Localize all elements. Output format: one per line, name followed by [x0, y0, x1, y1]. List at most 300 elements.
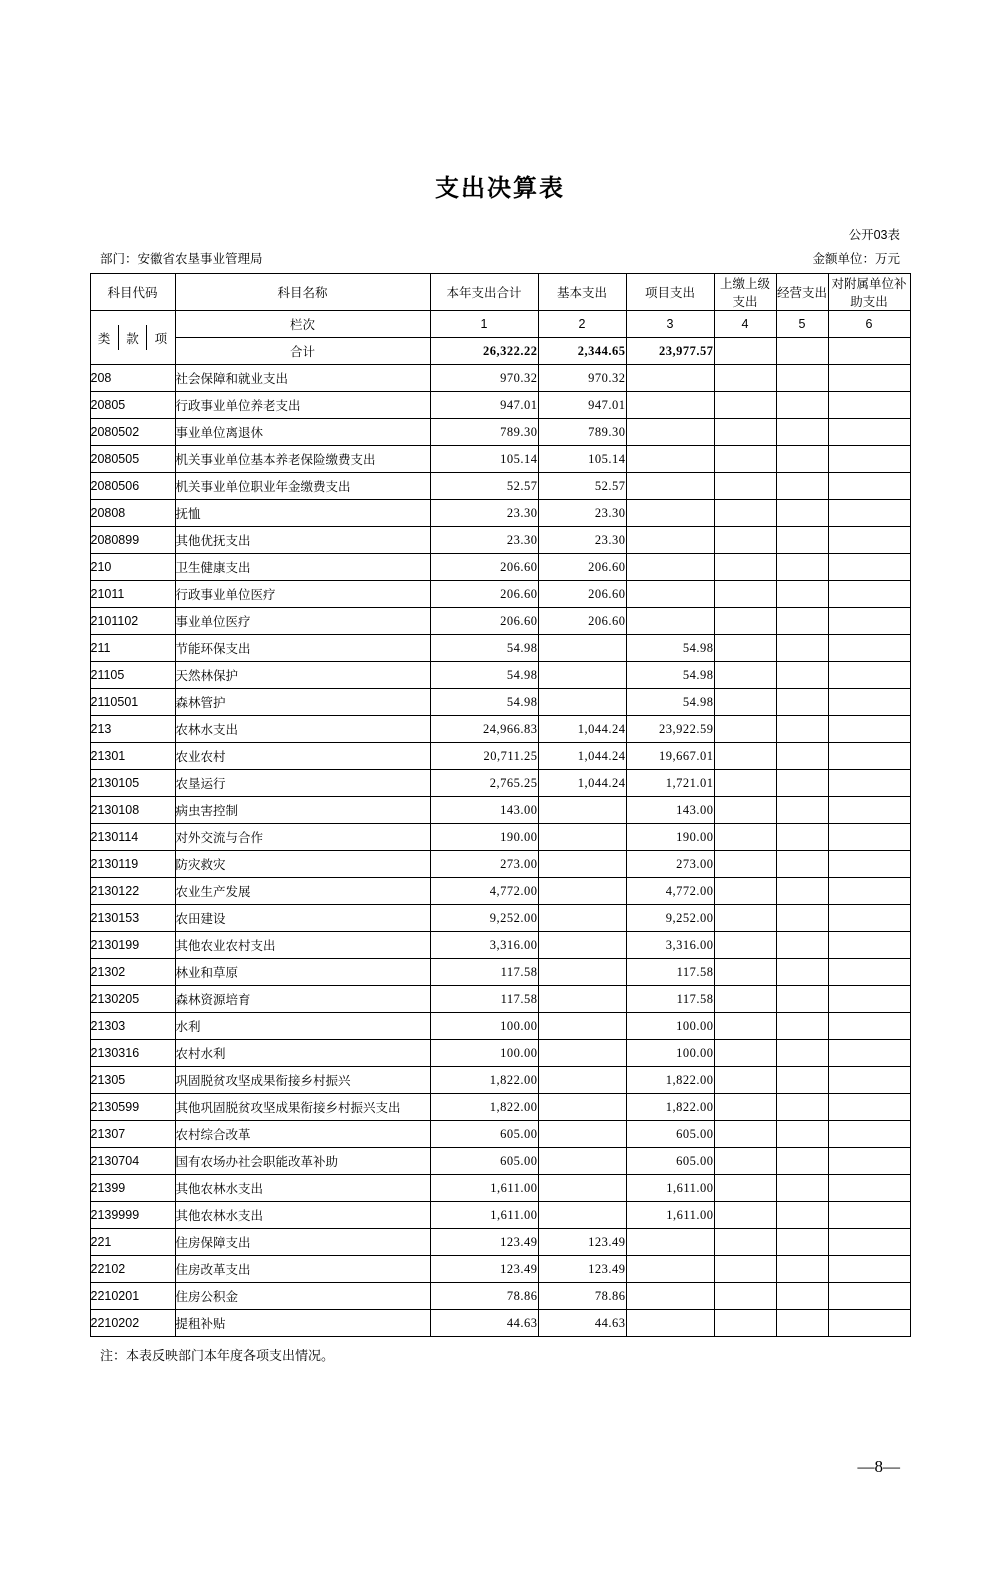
row-total: 4,772.00	[430, 878, 538, 905]
header-code-group: 科目代码	[90, 274, 175, 311]
row-code: 2080899	[90, 527, 175, 554]
row-total: 2,765.25	[430, 770, 538, 797]
row-subsidy	[828, 1040, 910, 1067]
row-basic	[538, 1148, 626, 1175]
row-name: 水利	[175, 1013, 430, 1040]
row-project	[626, 473, 714, 500]
row-basic	[538, 905, 626, 932]
row-project: 1,611.00	[626, 1175, 714, 1202]
row-code: 21302	[90, 959, 175, 986]
row-code: 2080502	[90, 419, 175, 446]
row-basic	[538, 959, 626, 986]
row-upper	[714, 1202, 776, 1229]
row-operating	[776, 1229, 828, 1256]
row-code: 2210201	[90, 1283, 175, 1310]
row-total: 1,611.00	[430, 1202, 538, 1229]
row-project: 3,316.00	[626, 932, 714, 959]
row-upper	[714, 1310, 776, 1337]
total-value-operating	[776, 338, 828, 365]
row-total: 605.00	[430, 1148, 538, 1175]
row-subsidy	[828, 446, 910, 473]
row-basic: 44.63	[538, 1310, 626, 1337]
row-basic	[538, 635, 626, 662]
row-project: 23,922.59	[626, 716, 714, 743]
row-code: 2130105	[90, 770, 175, 797]
row-operating	[776, 554, 828, 581]
row-total: 105.14	[430, 446, 538, 473]
row-name: 农垦运行	[175, 770, 430, 797]
total-value-subsidy	[828, 338, 910, 365]
row-total: 605.00	[430, 1121, 538, 1148]
row-basic: 105.14	[538, 446, 626, 473]
row-basic	[538, 986, 626, 1013]
header-subject-name: 科目名称	[175, 274, 430, 311]
table-row	[90, 878, 910, 905]
table-row	[90, 1175, 910, 1202]
row-operating	[776, 878, 828, 905]
row-name: 社会保障和就业支出	[175, 365, 430, 392]
row-subsidy	[828, 500, 910, 527]
row-upper	[714, 554, 776, 581]
row-name: 节能环保支出	[175, 635, 430, 662]
row-basic	[538, 878, 626, 905]
row-name: 抚恤	[175, 500, 430, 527]
row-upper	[714, 446, 776, 473]
row-upper	[714, 770, 776, 797]
table-row	[90, 959, 910, 986]
row-upper	[714, 365, 776, 392]
row-upper	[714, 878, 776, 905]
row-operating	[776, 1040, 828, 1067]
table-row	[90, 1013, 910, 1040]
header-num-4: 4	[714, 311, 776, 338]
row-upper	[714, 473, 776, 500]
table-row	[90, 932, 910, 959]
row-subsidy	[828, 905, 910, 932]
row-name: 其他农林水支出	[175, 1175, 430, 1202]
row-total: 273.00	[430, 851, 538, 878]
row-total: 44.63	[430, 1310, 538, 1337]
row-name: 病虫害控制	[175, 797, 430, 824]
header-col-upper: 上缴上级支出	[714, 274, 776, 311]
header-code-xiang: 项	[147, 325, 175, 350]
row-upper	[714, 797, 776, 824]
row-total: 54.98	[430, 689, 538, 716]
row-subsidy	[828, 662, 910, 689]
row-operating	[776, 716, 828, 743]
table-row	[90, 473, 910, 500]
row-basic: 206.60	[538, 581, 626, 608]
table-row	[90, 419, 910, 446]
row-project	[626, 1256, 714, 1283]
page-number: —8—	[857, 1457, 900, 1476]
form-code-label: 公开03表	[848, 228, 900, 242]
row-subsidy	[828, 1202, 910, 1229]
table-row	[90, 581, 910, 608]
row-basic: 206.60	[538, 608, 626, 635]
row-subsidy	[828, 1121, 910, 1148]
row-upper	[714, 1040, 776, 1067]
row-operating	[776, 662, 828, 689]
row-subsidy	[828, 419, 910, 446]
row-operating	[776, 473, 828, 500]
table-row	[90, 1121, 910, 1148]
row-project	[626, 446, 714, 473]
header-col-total: 本年支出合计	[430, 274, 538, 311]
expenditure-table	[90, 273, 911, 1337]
row-name: 农村综合改革	[175, 1121, 430, 1148]
row-total: 117.58	[430, 959, 538, 986]
row-upper	[714, 1256, 776, 1283]
header-num-1: 1	[430, 311, 538, 338]
row-name: 农业生产发展	[175, 878, 430, 905]
row-upper	[714, 743, 776, 770]
row-subsidy	[828, 743, 910, 770]
row-basic	[538, 1094, 626, 1121]
row-operating	[776, 689, 828, 716]
row-subsidy	[828, 1283, 910, 1310]
table-row	[90, 905, 910, 932]
table-row	[90, 608, 910, 635]
row-project: 100.00	[626, 1013, 714, 1040]
row-total: 1,822.00	[430, 1067, 538, 1094]
header-col-subsidy: 对附属单位补助支出	[828, 274, 910, 311]
total-value-total: 26,322.22	[430, 338, 538, 365]
row-subsidy	[828, 932, 910, 959]
row-project: 1,721.01	[626, 770, 714, 797]
row-project: 117.58	[626, 986, 714, 1013]
row-code: 2080506	[90, 473, 175, 500]
row-upper	[714, 1175, 776, 1202]
row-operating	[776, 824, 828, 851]
row-total: 143.00	[430, 797, 538, 824]
row-code: 21305	[90, 1067, 175, 1094]
row-subsidy	[828, 878, 910, 905]
meta-row	[0, 249, 1000, 267]
row-name: 行政事业单位养老支出	[175, 392, 430, 419]
row-code: 20808	[90, 500, 175, 527]
row-basic: 1,044.24	[538, 716, 626, 743]
row-upper	[714, 932, 776, 959]
row-project	[626, 554, 714, 581]
total-value-basic: 2,344.65	[538, 338, 626, 365]
row-subsidy	[828, 635, 910, 662]
header-num-5: 5	[776, 311, 828, 338]
row-total: 206.60	[430, 608, 538, 635]
row-subsidy	[828, 959, 910, 986]
row-basic	[538, 824, 626, 851]
table-head	[90, 274, 910, 365]
row-basic	[538, 1175, 626, 1202]
row-total: 100.00	[430, 1040, 538, 1067]
header-code-kuan: 款	[118, 325, 147, 350]
row-operating	[776, 1094, 828, 1121]
row-project: 117.58	[626, 959, 714, 986]
table-row	[90, 446, 910, 473]
row-project: 9,252.00	[626, 905, 714, 932]
row-basic	[538, 689, 626, 716]
row-code: 21303	[90, 1013, 175, 1040]
row-code: 21301	[90, 743, 175, 770]
row-operating	[776, 392, 828, 419]
table-row	[90, 527, 910, 554]
row-project: 54.98	[626, 662, 714, 689]
row-code: 2130316	[90, 1040, 175, 1067]
header-col-basic: 基本支出	[538, 274, 626, 311]
row-upper	[714, 1283, 776, 1310]
row-upper	[714, 527, 776, 554]
row-upper	[714, 824, 776, 851]
row-name: 天然林保护	[175, 662, 430, 689]
row-subsidy	[828, 527, 910, 554]
row-project: 190.00	[626, 824, 714, 851]
table-row	[90, 824, 910, 851]
total-value-project: 23,977.57	[626, 338, 714, 365]
row-project	[626, 608, 714, 635]
row-total: 24,966.83	[430, 716, 538, 743]
row-basic	[538, 932, 626, 959]
row-basic	[538, 1202, 626, 1229]
row-code: 2110501	[90, 689, 175, 716]
row-basic	[538, 1013, 626, 1040]
row-name: 对外交流与合作	[175, 824, 430, 851]
row-subsidy	[828, 851, 910, 878]
row-subsidy	[828, 554, 910, 581]
row-upper	[714, 959, 776, 986]
row-upper	[714, 662, 776, 689]
row-operating	[776, 608, 828, 635]
row-code: 2130108	[90, 797, 175, 824]
table-row	[90, 392, 910, 419]
total-label: 合计	[175, 338, 430, 365]
table-row	[90, 1283, 910, 1310]
row-total: 970.32	[430, 365, 538, 392]
row-operating	[776, 635, 828, 662]
row-operating	[776, 446, 828, 473]
document-page	[0, 168, 1000, 1582]
row-total: 1,611.00	[430, 1175, 538, 1202]
row-name: 机关事业单位职业年金缴费支出	[175, 473, 430, 500]
row-total: 123.49	[430, 1229, 538, 1256]
row-total: 123.49	[430, 1256, 538, 1283]
row-operating	[776, 1283, 828, 1310]
table-row	[90, 500, 910, 527]
row-project: 54.98	[626, 689, 714, 716]
row-operating	[776, 1121, 828, 1148]
table-row	[90, 716, 910, 743]
row-upper	[714, 1229, 776, 1256]
row-total: 206.60	[430, 554, 538, 581]
row-operating	[776, 1175, 828, 1202]
row-subsidy	[828, 1256, 910, 1283]
row-name: 农村水利	[175, 1040, 430, 1067]
row-code: 211	[90, 635, 175, 662]
row-name: 森林管护	[175, 689, 430, 716]
row-upper	[714, 1148, 776, 1175]
row-operating	[776, 986, 828, 1013]
row-name: 其他优抚支出	[175, 527, 430, 554]
row-project: 273.00	[626, 851, 714, 878]
row-name: 提租补贴	[175, 1310, 430, 1337]
row-name: 森林资源培育	[175, 986, 430, 1013]
row-upper	[714, 608, 776, 635]
header-col-operating: 经营支出	[776, 274, 828, 311]
row-project	[626, 1283, 714, 1310]
row-subsidy	[828, 1094, 910, 1121]
row-name: 住房改革支出	[175, 1256, 430, 1283]
row-code: 213	[90, 716, 175, 743]
row-basic: 23.30	[538, 527, 626, 554]
table-header-row-1	[90, 274, 910, 311]
row-subsidy	[828, 392, 910, 419]
table-row	[90, 851, 910, 878]
row-basic: 789.30	[538, 419, 626, 446]
row-name: 事业单位离退休	[175, 419, 430, 446]
row-name: 其他巩固脱贫攻坚成果衔接乡村振兴支出	[175, 1094, 430, 1121]
row-total: 190.00	[430, 824, 538, 851]
row-upper	[714, 635, 776, 662]
row-upper	[714, 500, 776, 527]
row-code: 208	[90, 365, 175, 392]
row-total: 23.30	[430, 500, 538, 527]
row-code: 20805	[90, 392, 175, 419]
row-code: 2130199	[90, 932, 175, 959]
row-code: 21011	[90, 581, 175, 608]
row-operating	[776, 1256, 828, 1283]
row-total: 1,822.00	[430, 1094, 538, 1121]
row-subsidy	[828, 1175, 910, 1202]
row-operating	[776, 1067, 828, 1094]
row-code: 2101102	[90, 608, 175, 635]
row-project	[626, 527, 714, 554]
row-total: 3,316.00	[430, 932, 538, 959]
row-operating	[776, 770, 828, 797]
row-code: 21307	[90, 1121, 175, 1148]
row-operating	[776, 1310, 828, 1337]
row-total: 117.58	[430, 986, 538, 1013]
row-code: 2130122	[90, 878, 175, 905]
row-project: 54.98	[626, 635, 714, 662]
row-operating	[776, 365, 828, 392]
table-note: 注：本表反映部门本年度各项支出情况。	[100, 1348, 335, 1363]
row-upper	[714, 905, 776, 932]
row-code: 2130114	[90, 824, 175, 851]
table-row	[90, 635, 910, 662]
row-total: 947.01	[430, 392, 538, 419]
row-subsidy	[828, 689, 910, 716]
row-name: 住房保障支出	[175, 1229, 430, 1256]
row-operating	[776, 851, 828, 878]
row-total: 52.57	[430, 473, 538, 500]
table-row	[90, 1040, 910, 1067]
row-project: 605.00	[626, 1121, 714, 1148]
row-operating	[776, 1202, 828, 1229]
row-code: 21105	[90, 662, 175, 689]
row-code: 210	[90, 554, 175, 581]
row-code: 2130119	[90, 851, 175, 878]
table-row	[90, 1229, 910, 1256]
table-row	[90, 1094, 910, 1121]
row-operating	[776, 1013, 828, 1040]
row-total: 23.30	[430, 527, 538, 554]
row-project	[626, 500, 714, 527]
table-row	[90, 1310, 910, 1337]
row-project	[626, 1310, 714, 1337]
row-basic: 123.49	[538, 1256, 626, 1283]
row-project: 143.00	[626, 797, 714, 824]
table-body	[90, 365, 910, 1337]
header-code-lei: 类	[97, 331, 111, 346]
row-operating	[776, 500, 828, 527]
row-project	[626, 392, 714, 419]
row-basic	[538, 851, 626, 878]
total-value-upper	[714, 338, 776, 365]
row-code: 2139999	[90, 1202, 175, 1229]
row-name: 其他农业农村支出	[175, 932, 430, 959]
table-row	[90, 1202, 910, 1229]
row-subsidy	[828, 797, 910, 824]
row-basic: 1,044.24	[538, 770, 626, 797]
row-total: 789.30	[430, 419, 538, 446]
row-upper	[714, 1067, 776, 1094]
row-project: 19,667.01	[626, 743, 714, 770]
row-upper	[714, 1013, 776, 1040]
header-num-6: 6	[828, 311, 910, 338]
row-subsidy	[828, 581, 910, 608]
page-title: 支出决算表	[435, 175, 565, 202]
row-name: 住房公积金	[175, 1283, 430, 1310]
table-header-row-2	[90, 311, 910, 338]
row-subsidy	[828, 1229, 910, 1256]
row-code: 21399	[90, 1175, 175, 1202]
row-basic	[538, 1067, 626, 1094]
row-operating	[776, 419, 828, 446]
row-project	[626, 419, 714, 446]
row-name: 农林水支出	[175, 716, 430, 743]
row-upper	[714, 851, 776, 878]
row-project: 4,772.00	[626, 878, 714, 905]
table-row	[90, 986, 910, 1013]
row-basic: 123.49	[538, 1229, 626, 1256]
table-row	[90, 1067, 910, 1094]
row-upper	[714, 986, 776, 1013]
row-subsidy	[828, 824, 910, 851]
row-subsidy	[828, 1148, 910, 1175]
row-subsidy	[828, 473, 910, 500]
row-subsidy	[828, 1067, 910, 1094]
row-project: 1,822.00	[626, 1067, 714, 1094]
row-project	[626, 365, 714, 392]
table-row	[90, 365, 910, 392]
row-code: 221	[90, 1229, 175, 1256]
row-operating	[776, 581, 828, 608]
table-row	[90, 1148, 910, 1175]
row-code: 2130599	[90, 1094, 175, 1121]
row-operating	[776, 743, 828, 770]
row-upper	[714, 581, 776, 608]
row-total: 206.60	[430, 581, 538, 608]
row-basic	[538, 1040, 626, 1067]
row-name: 防灾救灾	[175, 851, 430, 878]
row-project: 605.00	[626, 1148, 714, 1175]
row-operating	[776, 797, 828, 824]
row-code: 2080505	[90, 446, 175, 473]
row-basic: 78.86	[538, 1283, 626, 1310]
amount-unit-label: 金额单位：万元	[812, 252, 900, 266]
row-project	[626, 581, 714, 608]
row-subsidy	[828, 365, 910, 392]
row-subsidy	[828, 608, 910, 635]
